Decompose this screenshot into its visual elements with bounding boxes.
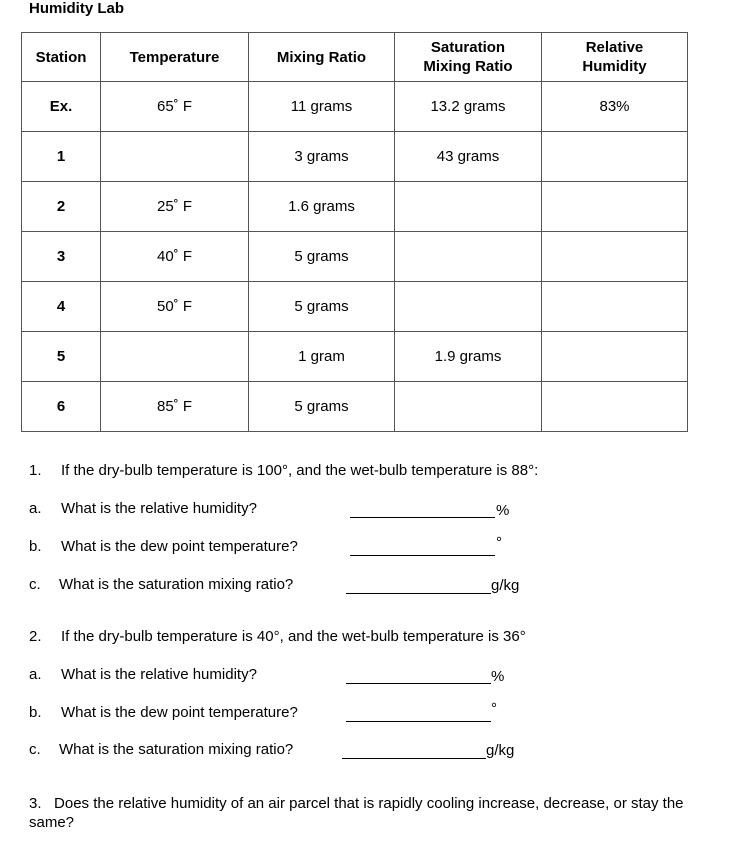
q2c-unit: g/kg (486, 742, 515, 759)
header-temperature: Temperature (101, 33, 249, 82)
station-cell: 2 (22, 182, 101, 232)
q2c-text: What is the saturation mixing ratio? (59, 741, 294, 758)
station-cell: 4 (22, 282, 101, 332)
q1a-text: What is the relative humidity? (61, 500, 257, 517)
relative-humidity-cell: 83% (542, 82, 688, 132)
saturation-cell (395, 282, 542, 332)
mixing-ratio-cell: 5 grams (249, 232, 395, 282)
station-cell: 5 (22, 332, 101, 382)
q1c-text: What is the saturation mixing ratio? (59, 576, 294, 593)
saturation-cell: 13.2 grams (395, 82, 542, 132)
q1b-letter: b. (29, 538, 42, 555)
saturation-cell (395, 382, 542, 432)
relative-humidity-cell (542, 282, 688, 332)
table-row (22, 382, 688, 432)
mixing-ratio-cell: 5 grams (249, 282, 395, 332)
saturation-cell: 1.9 grams (395, 332, 542, 382)
q1b-answer-blank[interactable] (350, 541, 495, 556)
question-3-text: Does the relative humidity of an air parcel that is rapidly cooling increase, decrease, or stay the same? (29, 795, 684, 831)
table-row (22, 82, 688, 132)
q2a-letter: a. (29, 666, 42, 683)
table-row (22, 232, 688, 282)
temperature-cell: 25˚ F (101, 182, 249, 232)
mixing-ratio-cell: 3 grams (249, 132, 395, 182)
relative-humidity-cell (542, 232, 688, 282)
temperature-cell: 40˚ F (101, 232, 249, 282)
q2a-text: What is the relative humidity? (61, 666, 257, 683)
humidity-table (21, 32, 688, 432)
question-1-text: If the dry-bulb temperature is 100°, and the wet-bulb temperature is 88°: (61, 462, 539, 479)
q2b-unit: ° (491, 700, 497, 717)
header-station: Station (22, 33, 101, 82)
saturation-cell: 43 grams (395, 132, 542, 182)
relative-humidity-cell (542, 332, 688, 382)
temperature-cell: 50˚ F (101, 282, 249, 332)
station-cell: 6 (22, 382, 101, 432)
q2b-answer-blank[interactable] (346, 707, 491, 722)
header-mixing-ratio: Mixing Ratio (249, 33, 395, 82)
q2c-answer-blank[interactable] (342, 744, 486, 759)
question-3-number: 3. (29, 795, 42, 812)
q1c-letter: c. (29, 576, 41, 593)
q1b-unit: ° (496, 534, 502, 551)
q2a-answer-blank[interactable] (346, 669, 491, 684)
relative-humidity-cell (542, 132, 688, 182)
question-2-number: 2. (29, 628, 42, 645)
q1b-text: What is the dew point temperature? (61, 538, 298, 555)
station-cell: 1 (22, 132, 101, 182)
relative-humidity-cell (542, 182, 688, 232)
table-row (22, 132, 688, 182)
temperature-cell: 65˚ F (101, 82, 249, 132)
table-row (22, 282, 688, 332)
relative-humidity-cell (542, 382, 688, 432)
page-title: Humidity Lab (29, 0, 125, 17)
temperature-cell (101, 332, 249, 382)
q2a-unit: % (491, 668, 505, 685)
q1a-answer-blank[interactable] (350, 503, 495, 518)
temperature-cell (101, 132, 249, 182)
q1a-letter: a. (29, 500, 42, 517)
q1a-unit: % (496, 502, 510, 519)
mixing-ratio-cell: 11 grams (249, 82, 395, 132)
header-saturation-mixing-ratio: Saturation Mixing Ratio (395, 33, 542, 82)
table-row (22, 332, 688, 382)
q2b-letter: b. (29, 704, 42, 721)
q1c-answer-blank[interactable] (346, 579, 491, 594)
table-header-row (22, 33, 688, 82)
question-1-number: 1. (29, 462, 42, 479)
mixing-ratio-cell: 1 gram (249, 332, 395, 382)
table-row (22, 182, 688, 232)
mixing-ratio-cell: 5 grams (249, 382, 395, 432)
saturation-cell (395, 232, 542, 282)
question-3 (29, 794, 729, 832)
mixing-ratio-cell: 1.6 grams (249, 182, 395, 232)
saturation-cell (395, 182, 542, 232)
q1c-unit: g/kg (491, 577, 520, 594)
station-cell: Ex. (22, 82, 101, 132)
q2c-letter: c. (29, 741, 41, 758)
temperature-cell: 85˚ F (101, 382, 249, 432)
q2b-text: What is the dew point temperature? (61, 704, 298, 721)
header-relative-humidity: Relative Humidity (542, 33, 688, 82)
question-2-text: If the dry-bulb temperature is 40°, and the wet-bulb temperature is 36° (61, 628, 526, 645)
station-cell: 3 (22, 232, 101, 282)
